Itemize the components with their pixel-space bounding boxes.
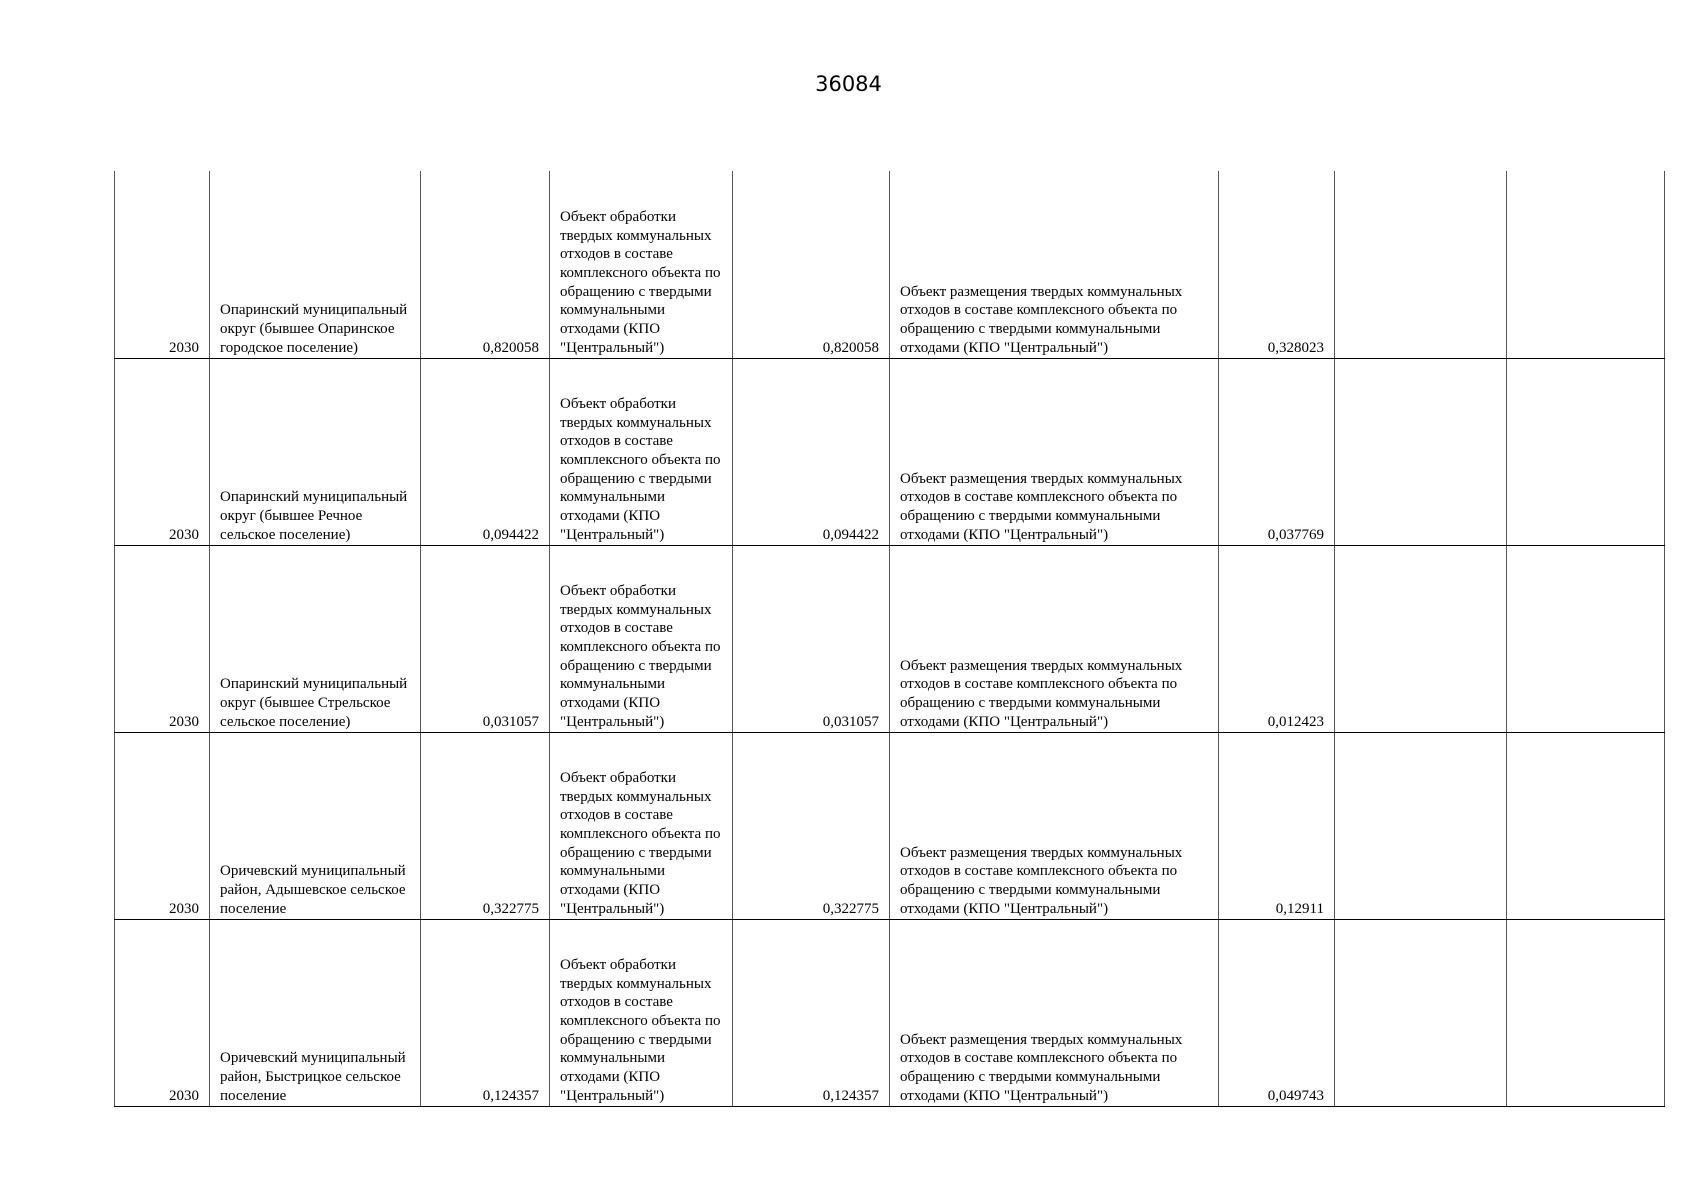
empty-cell-8 bbox=[1335, 358, 1507, 545]
table-row bbox=[115, 171, 1665, 358]
disposal-object-cell: Объект размещения твердых коммунальных отходов в составе комплексного объекта по обращению с твердыми коммунальными отходами (КПО "Центральный") bbox=[890, 358, 1219, 545]
disposal-object-cell: Объект размещения твердых коммунальных отходов в составе комплексного объекта по обращению с твердыми коммунальными отходами (КПО "Центральный") bbox=[890, 732, 1219, 919]
table-row bbox=[115, 545, 1665, 732]
year-cell: 2030 bbox=[115, 732, 210, 919]
processing-object-cell: Объект обработки твердых коммунальных отходов в составе комплексного объекта по обращению с твердыми коммунальными отходами (КПО "Центральный") bbox=[550, 732, 733, 919]
mass-disposed-cell: 0,037769 bbox=[1219, 358, 1335, 545]
table-row bbox=[115, 358, 1665, 545]
mass-generated-cell: 0,124357 bbox=[421, 919, 550, 1106]
mass-processed-cell: 0,031057 bbox=[733, 545, 890, 732]
mass-generated-cell: 0,820058 bbox=[421, 171, 550, 358]
empty-cell-8 bbox=[1335, 732, 1507, 919]
mass-processed-cell: 0,124357 bbox=[733, 919, 890, 1106]
territory-cell: Оричевский муниципальный район, Адышевское сельское поселение bbox=[210, 732, 421, 919]
table-body bbox=[115, 171, 1665, 1106]
territory-cell: Оричевский муниципальный район, Быстрицкое сельское поселение bbox=[210, 919, 421, 1106]
mass-disposed-cell: 0,12911 bbox=[1219, 732, 1335, 919]
table-row bbox=[115, 732, 1665, 919]
year-cell: 2030 bbox=[115, 545, 210, 732]
mass-generated-cell: 0,031057 bbox=[421, 545, 550, 732]
empty-cell-9 bbox=[1507, 732, 1665, 919]
page-number: 36084 bbox=[815, 72, 882, 96]
mass-disposed-cell: 0,012423 bbox=[1219, 545, 1335, 732]
empty-cell-8 bbox=[1335, 919, 1507, 1106]
mass-disposed-cell: 0,328023 bbox=[1219, 171, 1335, 358]
empty-cell-8 bbox=[1335, 171, 1507, 358]
empty-cell-9 bbox=[1507, 171, 1665, 358]
empty-cell-8 bbox=[1335, 545, 1507, 732]
empty-cell-9 bbox=[1507, 545, 1665, 732]
disposal-object-cell: Объект размещения твердых коммунальных отходов в составе комплексного объекта по обращению с твердыми коммунальными отходами (КПО "Центральный") bbox=[890, 545, 1219, 732]
year-cell: 2030 bbox=[115, 919, 210, 1106]
processing-object-cell: Объект обработки твердых коммунальных отходов в составе комплексного объекта по обращению с твердыми коммунальными отходами (КПО "Центральный") bbox=[550, 919, 733, 1106]
territory-cell: Опаринский муниципальный округ (бывшее Стрельское сельское поселение) bbox=[210, 545, 421, 732]
mass-generated-cell: 0,094422 bbox=[421, 358, 550, 545]
territory-cell: Опаринский муниципальный округ (бывшее Опаринское городское поселение) bbox=[210, 171, 421, 358]
empty-cell-9 bbox=[1507, 919, 1665, 1106]
processing-object-cell: Объект обработки твердых коммунальных отходов в составе комплексного объекта по обращению с твердыми коммунальными отходами (КПО "Центральный") bbox=[550, 171, 733, 358]
mass-generated-cell: 0,322775 bbox=[421, 732, 550, 919]
table-row bbox=[115, 919, 1665, 1106]
waste-flow-table bbox=[114, 171, 1665, 1107]
disposal-object-cell: Объект размещения твердых коммунальных отходов в составе комплексного объекта по обращению с твердыми коммунальными отходами (КПО "Центральный") bbox=[890, 171, 1219, 358]
year-cell: 2030 bbox=[115, 358, 210, 545]
processing-object-cell: Объект обработки твердых коммунальных отходов в составе комплексного объекта по обращению с твердыми коммунальными отходами (КПО "Центральный") bbox=[550, 358, 733, 545]
disposal-object-cell: Объект размещения твердых коммунальных отходов в составе комплексного объекта по обращению с твердыми коммунальными отходами (КПО "Центральный") bbox=[890, 919, 1219, 1106]
mass-processed-cell: 0,322775 bbox=[733, 732, 890, 919]
territory-cell: Опаринский муниципальный округ (бывшее Речное сельское поселение) bbox=[210, 358, 421, 545]
mass-processed-cell: 0,820058 bbox=[733, 171, 890, 358]
year-cell: 2030 bbox=[115, 171, 210, 358]
mass-processed-cell: 0,094422 bbox=[733, 358, 890, 545]
empty-cell-9 bbox=[1507, 358, 1665, 545]
mass-disposed-cell: 0,049743 bbox=[1219, 919, 1335, 1106]
processing-object-cell: Объект обработки твердых коммунальных отходов в составе комплексного объекта по обращению с твердыми коммунальными отходами (КПО "Центральный") bbox=[550, 545, 733, 732]
